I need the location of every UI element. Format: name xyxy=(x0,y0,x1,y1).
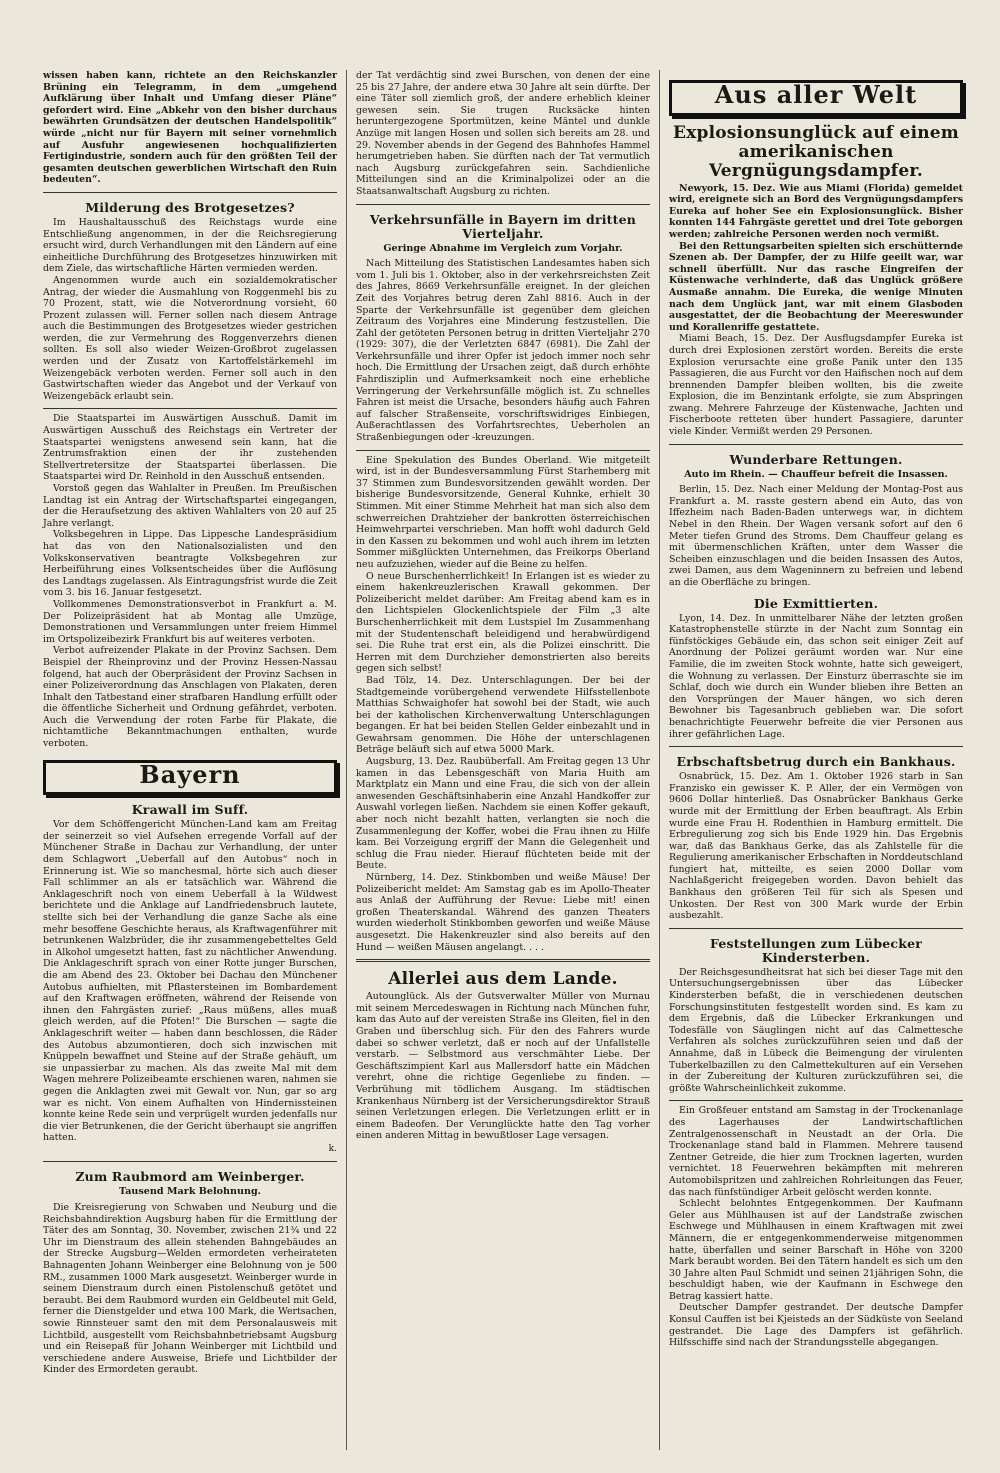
section-header-box xyxy=(43,760,337,796)
article-text: Vorstoß gegen das Wahlalter in Preußen. Im Preußischen Landtag ist ein Antrag der Wirtschaftspartei eingegangen, der die Heraufsetzung des aktiven Wahlalters von 20 auf 25 Jahre verlangt. xyxy=(43,483,337,529)
article-text: Die Kreisregierung von Schwaben und Neuburg und die Reichsbahndirektion Augsburg haben für die Ermittlung der Täter des am Sonntag, 30. November, zwischen 21¾ und 22 Uhr im Dienstraum des allein stehenden Bahngebäudes an der Strecke Augsburg—Welden ermordeten verheirateten Bahnagenten Johann Weinberger eine Belohnung von je 500 RM., zusammen 1000 Mark ausgesetzt. Weinberger wurde in seinem Dienstraum durch einen Pistolenschuß getötet und beraubt. Bei dem Raubmord wurden ein Geldbeutel mit Geld, ferner die Dienstgelder und etwa 100 Mark, die Wertsachen, sowie Rinnsteuer samt den mit dem Personalausweis mit Lichtbild, ausgestellt vom Reichsbahnbetriebsamt Augsburg und ein Reisepaß für Johann Weinberger mit Lichtbild und verschiedene andere Ausweise, Briefe und Lichtbilder der Kinder des Ermordeten geraubt. xyxy=(43,1202,337,1376)
article-text: Angenommen wurde auch ein sozialdemokratischer Antrag, der wieder die Ausmahlung von Roggenmehl bis zu 70 Prozent, statt, wie die Notverordnung vorsieht, 60 Prozent zulassen will. Ferner sollen nach diesem Antrage auch die Bestimmungen des Brotgesetzes wieder gestrichen werden, die zur Vermehrung des Roggenverzehrs dienen sollten. Es soll also wieder Weizen-Großbrot zugelassen werden und der Zusatz von Kartoffelstärkemehl im Weizengebäck verboten werden. Ferner soll auch in den Gastwirtschaften wieder das Angebot und der Verkauf von Weizengebäck erlaubt sein. xyxy=(43,274,337,402)
section-title-bayern: Bayern xyxy=(139,759,241,789)
article-text: Die Staatspartei im Auswärtigen Ausschuß. Damit im Auswärtigen Ausschuß des Reichstags ein Vertreter der Staatspartei wenigstens anwesend sein kann, hat die Zentrumsfraktion einen der ihr zustehenden Stellvertretersitze der Staatspartei überlassen. Die Staatspartei wird Dr. Reinhold in den Ausschuß entsenden. xyxy=(43,413,337,483)
column-container xyxy=(34,70,972,1450)
headline-luebeck: Feststellungen zum Lübecker Kindersterben. xyxy=(709,935,923,965)
article-text: Deutscher Dampfer gestrandet. Der deutsche Dampfer Konsul Cauffen ist bei Kjeisteds an der Südküste von Seeland gestrandet. Die Lage des Dampfers ist gefährlich. Hilfsschiffe sind nach der Strandungsstelle abgegangen. xyxy=(669,1302,963,1349)
headline-allerlei: Allerlei aus dem Lande. xyxy=(388,969,618,990)
divider xyxy=(669,444,963,445)
headline-verkehrsunfaelle: Verkehrsunfälle in Bayern im dritten Vierteljahr. xyxy=(369,211,637,241)
column-left xyxy=(34,70,346,1450)
article-text: Ein Großfeuer entstand am Samstag in der Trockenanlage des Lagerhauses der Landwirtschaftlichen Zentralgenossenschaft in Neustadt an der Orla. Die Trockenanlage stand bald in Flammen. Mehrere tausend Zentner Getreide, die hier zum Trocknen lagerten, wurden vernichtet. 18 Feuerwehren bekämpften mit mehreren Automobilspritzen und zahlreichen Rohrleitungen das Feuer, das nach fünfstündiger Arbeit gelöscht werden konnte. xyxy=(669,1105,963,1198)
article-text: Bei den Rettungsarbeiten spielten sich erschütternde Szenen ab. Der Dampfer, der zu Hilfe geeilt war, war schnell überfüllt. Nur das rasche Eingreifen der Küstenwache verhinderte, daß das Unglück größere Ausmaße annahm. Die Eureka, die wenige Minuten nach dem Unglück jant, war mit einem Glasboden ausgestattet, der die Beobachtung der Meereswunder und Korallenriffe gestattete. xyxy=(669,240,963,333)
column-middle xyxy=(346,70,659,1450)
signoff: k. xyxy=(328,1143,337,1154)
headline-rettungen: Wunderbare Rettungen. xyxy=(729,451,903,467)
article-text: Eine Spekulation des Bundes Oberland. Wie mitgeteilt wird, ist in der Bundesversammlung Fürst Starhemberg mit 37 Stimmen zum Bundesvorsitzenden gewählt worden. Der bisherige Bundesvorsitzende, General Kuhnke, erhielt 30 Stimmen. Mit einer Stimme Mehrheit hat man sich also dem schwerreichen Drahtzieher der bankrotten österreichischen Heimwehrpartei verschrieben. Man hofft wohl dadurch Geld in den Kassen zu bekommen und wohl auch ihrem im letzten Sommer mißglückten Unternehmen, das Freikorps Oberland neu aufzuziehen, wieder auf die Beine zu helfen. xyxy=(356,454,650,570)
article-text: Autounglück. Als der Gutsverwalter Müller von Murnau mit seinem Mercedeswagen in Richtung nach München fuhr, kam das Auto auf der vereisten Straße ins Gleiten, fiel in den Graben und überschlug sich. Für den des Fahrers wurde dabei so schwer verletzt, daß er noch auf der Unfallstelle verstarb. — Selbstmord aus verschmähter Liebe. Der Geschäftszimpient Karl aus Mallersdorf hatte ein Mädchen verehrt, ohne die richtige Gegenliebe zu finden. — Verbrühung mit tödlichem Ausgang. Im städtischen Krankenhaus Nürnberg ist der Versicherungsdirektor Strauß seinen Verletzungen erlegen. Die Verletzungen erlitt er in einem Badeofen. Der Verunglückte hatte den Tag vorher einen anderen Mittag in bewußtloser Lage versagen. xyxy=(356,991,650,1142)
headline-krawall: Krawall im Suff. xyxy=(131,802,249,818)
divider xyxy=(43,1161,337,1162)
subheadline-raubmord: Tausend Mark Belohnung. xyxy=(118,1186,262,1198)
headline-raubmord: Zum Raubmord am Weinberger. xyxy=(75,1169,305,1185)
article-text: Vollkommenes Demonstrationsverbot in Frankfurt a. M. Der Polizeipräsident hat ab Montag alle Umzüge, Demonstrationen und Versammlungen unter freiem Himmel im Ortspolizeibezirk Frankfurt bis auf weiteres verboten. xyxy=(43,598,337,645)
article-text: Bad Tölz, 14. Dez. Unterschlagungen. Der bei der Stadtgemeinde vorübergehend verwendete Hilfsstellenbote Matthias Schwaighofer hat sowohl bei der Stadt, wie auch bei der katholischen Kirchenverwaltung Unterschlagungen begangen. Er hat bei beiden Stellen Gelder einbezahlt und in Gewahrsam genommen. Die Höhe der unterschlagenen Beträge beläuft sich auf etwa 5000 Mark. xyxy=(356,674,650,756)
article-text: Berlin, 15. Dez. Nach einer Meldung der Montag-Post aus Frankfurt a. M. rasste gestern abend ein Auto, das von Iffezheim nach Baden-Baden unterwegs war, in dichtem Nebel in den Rhein. Der Wagen versank sofort auf den 6 Meter tiefen Grund des Stroms. Dem Chauffeur gelang es mit übermenschlichen Kräften, unter dem Wasser die Scheiben einzuschlagen und die beiden Insassen des Autos, zwei Damen, aus dem Wageninnern zu befreien und lebend an die Oberfläche zu bringen. xyxy=(669,484,963,588)
section-header-box xyxy=(669,80,963,116)
article-text: Nürnberg, 14. Dez. Stinkbomben und weiße Mäuse! Der Polizeibericht meldet: Am Samstag gab es im Apollo-Theater aus Anlaß der Aufführung der Revue: Liebe mit! einen großen Theaterskandal. Während des ganzen Theaters wurden wiederholt Stinkbomben geworfen und weiße Mäuse ausgesetzt. Die Hakenkreuzler sind also bereits auf den Hund — weißen Mäusen angelangt. . . . xyxy=(356,872,650,953)
article-text: Der Reichsgesundheitsrat hat sich bei dieser Tage mit den Untersuchungsergebnissen über das Lübecker Kindersterben befaßt, die in verschiedenen deutschen Forschungsinstituten festgestellt worden sind. Es kam zu dem Ergebnis, daß die Lübecker Erkrankungen und Todesfälle von Säuglingen nicht auf das Calmettesche Verfahren als solches zurückzuführen seien und daß der Annahme, daß in Lübeck die Beimengung der virulenten Tuberkelbazillen zu den Calmettekulturen auf ein Versehen in der Zubereitung der Kulturen zurückzuführen sei, die größte Wahrscheinlichkeit zukomme. xyxy=(669,966,963,1094)
divider xyxy=(356,450,650,451)
divider xyxy=(43,192,337,193)
divider xyxy=(669,1100,963,1101)
divider xyxy=(43,408,337,409)
divider xyxy=(356,204,650,205)
column-right xyxy=(659,70,972,1450)
article-text: Newyork, 15. Dez. Wie aus Miami (Florida) gemeldet wird, ereignete sich an Bord des Vergnügungsdampfers Eureka auf hoher See ein Explosionsunglück. Bisher konnten 144 Fahrgäste gerettet und drei Tote geborgen werden; zahlreiche Personen werden noch vermißt. xyxy=(669,182,963,240)
headline-ermittierten: Die Exmittierten. xyxy=(753,595,879,611)
subheadline-rettungen: Auto im Rhein. — Chauffeur befreit die Insassen. xyxy=(684,468,948,480)
headline-brotgesetz: Milderung des Brotgesetzes? xyxy=(85,199,295,215)
article-text: Verbot aufreizender Plakate in der Provinz Sachsen. Dem Beispiel der Rheinprovinz und der Provinz Hessen-Nassau folgend, hat auch der Oberpräsident der Provinz Sachsen in einer Polizeiverordnung das Anschlagen von Plakaten, deren Inhalt den Tatbestand einer strafbaren Handlung erfüllt oder die öffentliche Sicherheit und Ordnung gefährdet, verboten. Auch die Verwendung der roten Farbe für Plakate, die nichtamtliche Bekanntmachungen enthalten, wurde verboten. xyxy=(43,645,337,750)
article-text: wissen haben kann, richtete an den Reichskanzler Brüning ein Telegramm, in dem „umgehend Aufklärung über Inhalt und Umfang dieser Pläne“ gefordert wird. Eine „Abkehr von den bisher durchaus bewährten Grundsätzen der deutschen Handelspolitik“ würde „nicht nur für Bayern mit seiner vornehmlich auf Ausfuhr angewiesenen hochqualifizierten Fertigindustrie, sondern auch für den größten Teil der gesamten deutschen gewerblichen Wirtschaft den Ruin bedeuten“. xyxy=(43,70,337,186)
article-text: Schlecht belohntes Entgegenkommen. Der Kaufmann Geler aus Mühlhausen ist auf der Landstraße zwischen Eschwege und Mühlhausen in einem Kraftwagen mit zwei Männern, die er entgegenkommenderweise mitgenommen hatte, überfallen und seiner Barschaft in Höhe von 3200 Mark beraubt worden. Bei den Tätern handelt es sich um den 30 Jahre alten Paul Schmidt und seinen 21jährigen Sohn, die beschuldigt haben, wie der Kaufmann in Eschwege den Betrag kassiert hatte. xyxy=(669,1198,963,1302)
section-title-aus-aller-welt: Aus aller Welt xyxy=(714,80,918,109)
headline-explosion: Explosionsunglück auf einem amerikanischen Vergnügungsdampfer. xyxy=(673,122,959,181)
subheadline-verkehrsunfaelle: Geringe Abnahme im Vergleich zum Vorjahr. xyxy=(383,242,623,254)
article-text: Osnabrück, 15. Dez. Am 1. Oktober 1926 starb in San Franzisko ein gewisser K. P. Aller, der ein Vermögen von 9606 Dollar hinterließ. Das Osnabrücker Bankhaus Gerke wurde mit der Ermittlung der Erben beauftragt. Als Erbin wurde eine Frau H. Rodenthien in Hamburg ermittelt. Die Erbregulierung zog sich bis Ende 1929 hin. Das Ergebnis war, daß das Bankhaus Gerke, das als Zahlstelle für die Regulierung amerikanischer Erbschaften in Norddeutschland fungiert hat, mitteilte, es seien 2000 Dollar vom Nachlaßgericht freigegeben worden. Davon behielt das Bankhaus den größeren Teil für sich als Spesen und Unkosten. Der Rest von 300 Mark wurde der Erbin ausbezahlt. xyxy=(669,771,963,922)
article-text: Miami Beach, 15. Dez. Der Ausflugsdampfer Eureka ist durch drei Explosionen zerstört worden. Bereits die erste Explosion verursachte eine große Panik unter den 135 Passagieren, die aus Furcht vor den Haifischen noch auf dem brennenden Dampfer bleiben wollten, bis die zweite Explosion, die im Benzintank erfolgte, sie zum Abspringen zwang. Mehrere Fahrzeuge der Küstenwache, Jachten und Fischerboote retteten über hundert Passagiere, darunter viele Kinder. Vermißt werden 29 Personen. xyxy=(669,333,963,438)
article-text: der Tat verdächtig sind zwei Burschen, von denen der eine 25 bis 27 Jahre, der andere etwa 30 Jahre alt sein dürfte. Der eine Täter soll ziemlich groß, der andere erheblich kleiner gewesen sein. Sie trugen Rucksäcke hinten heruntergezogene Sportmützen, keine Mäntel und dunkle Anzüge mit langen Hosen und sollen sich bereits am 28. und 29. November abends in der Gegend des Bahnhofes Hammel herumgetrieben haben. Sie dürften nach der Tat vermutlich nach Augsburg zurückgefahren sein. Sachdienliche Mitteilungen sind an die Kriminalpolizei oder an die Staatsanwaltschaft Augsburg zu richten. xyxy=(356,70,650,197)
article-text: Nach Mitteilung des Statistischen Landesamtes haben sich vom 1. Juli bis 1. Oktober, also in der verkehrsreichsten Zeit des Jahres, 8669 Verkehrsunfälle ereignet. In der gleichen Zeit des Vorjahres betrug deren Zahl 8816. Auch in der Sparte der Verkehrsunfälle ist gegenüber dem gleichen Zeitraum des Vorjahres eine Minderung festzustellen. Die Zahl der getöteten Personen betrug in dritten Vierteljahr 270 (1929: 307), die der Verletzten 6847 (6981). Die Zahl der Verkehrsunfälle und ihrer Opfer ist jedoch immer noch sehr hoch. Die Ermittlung der Ursachen zeigt, daß durch erhöhte Fahrdisziplin und Aufmerksamkeit noch eine erhebliche Verringerung der Verkehrsunfälle möglich ist. Zu schnelles Fahren ist meist die Ursache, besonders häufig auch Fahren auf falscher Straßenseite, vorschriftswidriges Einbiegen, Außerachtlassen des Vorfahrtsrechtes, Ueberholen an Straßenbiegungen oder -kreuzungen. xyxy=(356,258,650,444)
article-text: Volksbegehren in Lippe. Das Lippesche Landespräsidium hat das von den Nationalsozialisten und den Volkskonservativen beantragte Volksbegehren zur Herbeiführung eines Volksentscheides über die Auflösung des Landtags zugelassen. Als Eintragungsfrist wurde die Zeit vom 3. bis 16. Januar festgesetzt. xyxy=(43,529,337,599)
headline-bankhaus: Erbschaftsbetrug durch ein Bankhaus. xyxy=(676,754,956,770)
article-text: Vor dem Schöffengericht München-Land kam am Freitag der seinerzeit so viel Aufsehen erregende Vorfall auf der Münchener Straße in Dachau zur Verhandlung, der unter dem Schlagwort „Ueberfall auf den Autobus“ noch in Erinnerung ist. Wie so manchesmal, hörte sich auch dieser Fall schlimmer an als er tatsächlich war. Während die Anklageschrift noch von einem Ueberfall à la Wildwest berichtete und die Anklage auf Landfriedensbruch lautete, stellte sich bei der Verhandlung die ganze Sache als eine mehr besoffene Geschichte heraus, als Kraftwagenführer mit betrunkenen Walzbrüder, die ihr zusammengebetteltes Geld in Alkohol umgesetzt hatten, fast zu nächtlicher Anwendung. Die Anklageschrift sprach von einer Rotte junger Burschen, die am Abend des 23. Oktober bei Dachau den Münchener Autobus aufhielten, mit Pflastersteinen im Bombardement auf den Kraftwagen eröffneten, während der Reisende von ihnen den Fahrgästen zurief: „Raus müßens, alles muaß gleich werden, auf die Pfoten!“ Die Burschen — sagte die Anklageschrift weiter — haben dann beschlossen, die Räder des Autobus abzumontieren, doch sich inzwischen mit Knüppeln bewaffnet und Steine auf der Straße gehäuft, um sie unpassierbar zu machen. Als das zweite Mal mit dem Wagen mehrere Polizeibeamte erschienen waren, nahmen sie gegen die Anklagten zwei mit Gewalt vor. Nun, gar so arg war es nicht. Von einem Aufhalten von Hindernissteinen konnte keine Rede sein und verprügelt wurden jedenfalls nur die vier Betrunkenen, die der Gericht überhaupt sie angriffen hatten. xyxy=(43,819,337,1144)
divider xyxy=(356,959,650,962)
article-text: Im Haushaltausschuß des Reichstags wurde eine Entschließung angenommen, in der die Reichsregierung ersucht wird, durch Verhandlungen mit den Ländern auf eine einheitliche Durchführung des Brotgesetzes hinzuwirken mit dem Ziele, das wirtschaftliche Härten vermieden werden. xyxy=(43,216,337,275)
article-text: O neue Burschenherrlichkeit! In Erlangen ist es wieder zu einem hakenkreuzlerischen Krawall gekommen. Der Polizeibericht meldet darüber: Am Freitag abend kam es in den Lichtspielen Glockenlichtspiele der Film „3 alte Burschenherrlichkeit mit dem Lustspiel Im Zusammenhang mit der Studentenschaft beleidigend und herabwürdigend sei. Die Ruhe trat erst ein, als die Polizei einschritt. Die Herren mit dem Durchzieher demonstrierten also bereits gegen sich selbst! xyxy=(356,570,650,675)
divider xyxy=(669,928,963,929)
article-text: Augsburg, 13. Dez. Raubüberfall. Am Freitag gegen 13 Uhr kamen in das Lebensgeschäft von Maria Huith am Marktplatz ein Mann und eine Frau, die sich von der allein anwesenden Geschäftsinhaberin eine Anzahl Handkoffer zur Auswahl vorlegen ließen. Nachdem sie einen Koffer gekauft, aber noch nicht bezahlt hatten, verlangten sie noch die Zusammenlegung der Koffer, wobei die Frau ihnen zu Hilfe kam. Bei Vorzeigung ergriff der Mann die Gelegenheit und schlug die Frau nieder. Hierauf flüchteten beide mit der Beute. xyxy=(356,756,650,872)
article-text: Lyon, 14. Dez. In unmittelbarer Nähe der letzten großen Katastrophenstelle stürzte in der Nacht zum Sonntag ein fünfstöckiges Gebäude ein, das schon seit einiger Zeit auf Anordnung der Polizei geräumt worden war. Nur eine Familie, die im zweiten Stock wohnte, hatte sich geweigert, die Wohnung zu verlassen. Der Einsturz überraschte sie im Schlaf, doch wie durch ein Wunder blieben ihre Betten an den Vorsprüngen der Mauer hängen, wo sich deren Bewohner bis Tagesanbruch geblieben war. Die sofort benachrichtigte Feuerwehr befreite die vier Personen aus ihrer gefährlichen Lage. xyxy=(669,612,963,740)
divider xyxy=(669,746,963,747)
